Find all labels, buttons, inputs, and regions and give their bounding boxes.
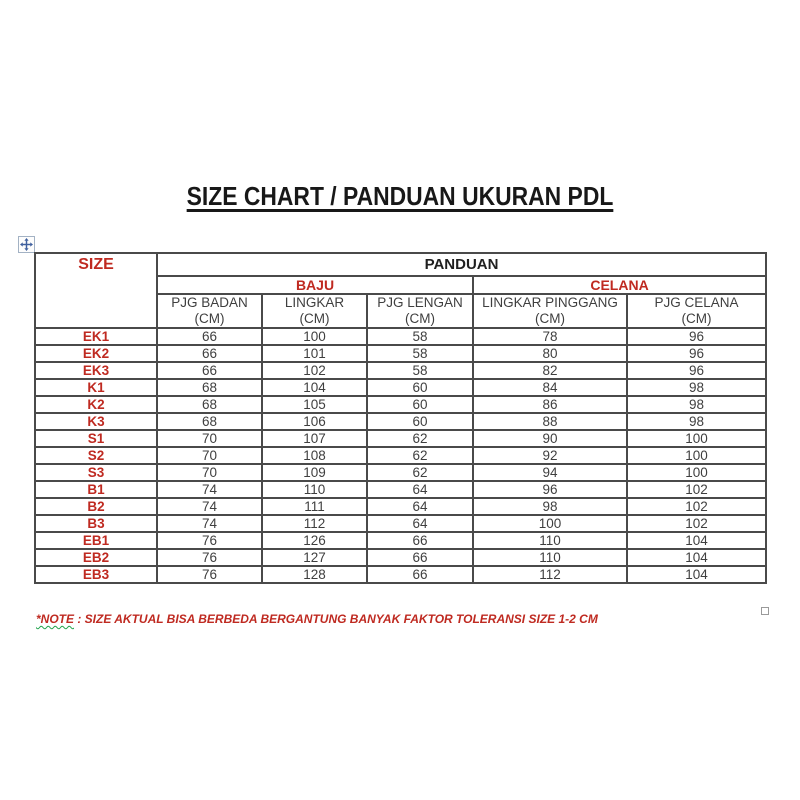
table-row [35, 447, 766, 464]
measurement-value: 100 [627, 447, 766, 464]
header-row-panduan [35, 253, 766, 276]
note-prefix: *NOTE [36, 612, 75, 626]
table-row [35, 549, 766, 566]
column-label: LINGKAR PINGGANG [482, 295, 618, 310]
measurement-value: 74 [157, 515, 262, 532]
measurement-value: 110 [473, 532, 627, 549]
measurement-value: 104 [627, 566, 766, 583]
measurement-value: 100 [473, 515, 627, 532]
measurement-value: 127 [262, 549, 367, 566]
column-unit: (CM) [535, 311, 565, 326]
measurement-value: 100 [627, 430, 766, 447]
table-row [35, 464, 766, 481]
note-body: : SIZE AKTUAL BISA BERBEDA BERGANTUNG BANYAK FAKTOR TOLERANSI SIZE 1-2 CM [74, 612, 598, 626]
measurement-value: 104 [262, 379, 367, 396]
measurement-value: 74 [157, 498, 262, 515]
column-unit: (CM) [194, 311, 225, 326]
measurement-value: 66 [367, 566, 473, 583]
measurement-value: 70 [157, 447, 262, 464]
measurement-value: 70 [157, 430, 262, 447]
table-row [35, 379, 766, 396]
measurement-value: 98 [627, 379, 766, 396]
measurement-value: 66 [367, 532, 473, 549]
measurement-value: 105 [262, 396, 367, 413]
column-header-lingkar-pinggang [473, 294, 627, 328]
measurement-value: 110 [473, 549, 627, 566]
group-header-baju: BAJU [157, 276, 473, 294]
page-title: SIZE CHART / PANDUAN UKURAN PDL [186, 181, 614, 211]
measurement-value: 60 [367, 396, 473, 413]
measurement-value: 86 [473, 396, 627, 413]
measurement-value: 109 [262, 464, 367, 481]
size-table-body [35, 328, 766, 583]
column-unit: (CM) [299, 311, 330, 326]
measurement-value: 98 [473, 498, 627, 515]
table-row [35, 362, 766, 379]
measurement-value: 74 [157, 481, 262, 498]
size-label: EK1 [35, 328, 157, 345]
column-label: LINGKAR [284, 295, 345, 310]
table-row [35, 532, 766, 549]
measurement-value: 102 [627, 481, 766, 498]
measurement-value: 64 [367, 498, 473, 515]
measurement-value: 108 [262, 447, 367, 464]
size-label: EB1 [35, 532, 157, 549]
table-row [35, 430, 766, 447]
measurement-value: 76 [157, 549, 262, 566]
measurement-value: 62 [367, 430, 473, 447]
table-row [35, 481, 766, 498]
measurement-value: 68 [157, 413, 262, 430]
size-label: B2 [35, 498, 157, 515]
table-move-handle[interactable] [18, 236, 35, 253]
measurement-value: 128 [262, 566, 367, 583]
move-arrows-icon [20, 238, 33, 251]
measurement-value: 112 [473, 566, 627, 583]
panduan-header: PANDUAN [157, 253, 766, 276]
table-row [35, 413, 766, 430]
column-header-pjg-celana [627, 294, 766, 328]
column-header-pjg-badan [157, 294, 262, 328]
measurement-value: 58 [367, 362, 473, 379]
size-label: EB3 [35, 566, 157, 583]
size-chart-table [34, 252, 767, 584]
column-header-pjg-lengan [367, 294, 473, 328]
measurement-value: 76 [157, 566, 262, 583]
measurement-value: 101 [262, 345, 367, 362]
measurement-value: 96 [627, 345, 766, 362]
size-label: EK3 [35, 362, 157, 379]
measurement-value: 60 [367, 379, 473, 396]
measurement-value: 68 [157, 396, 262, 413]
table-row [35, 498, 766, 515]
measurement-value: 100 [627, 464, 766, 481]
measurement-value: 110 [262, 481, 367, 498]
size-label: EK2 [35, 345, 157, 362]
measurement-value: 82 [473, 362, 627, 379]
measurement-value: 96 [627, 362, 766, 379]
measurement-value: 98 [627, 413, 766, 430]
measurement-value: 112 [262, 515, 367, 532]
measurement-value: 78 [473, 328, 627, 345]
column-unit: (CM) [405, 311, 435, 326]
column-label: PJG BADAN [171, 295, 248, 310]
size-column-header: SIZE [35, 253, 157, 328]
measurement-value: 102 [262, 362, 367, 379]
group-header-celana: CELANA [473, 276, 766, 294]
table-row [35, 515, 766, 532]
measurement-value: 66 [157, 362, 262, 379]
measurement-value: 98 [627, 396, 766, 413]
measurement-value: 106 [262, 413, 367, 430]
size-label: B3 [35, 515, 157, 532]
measurement-value: 102 [627, 515, 766, 532]
measurement-value: 58 [367, 328, 473, 345]
column-header-lingkar [262, 294, 367, 328]
note-text [36, 612, 598, 626]
measurement-value: 76 [157, 532, 262, 549]
measurement-value: 62 [367, 447, 473, 464]
measurement-value: 66 [157, 328, 262, 345]
table-row [35, 566, 766, 583]
size-label: EB2 [35, 549, 157, 566]
measurement-value: 60 [367, 413, 473, 430]
measurement-value: 66 [157, 345, 262, 362]
measurement-value: 94 [473, 464, 627, 481]
size-label: S2 [35, 447, 157, 464]
measurement-value: 104 [627, 549, 766, 566]
measurement-value: 92 [473, 447, 627, 464]
measurement-value: 90 [473, 430, 627, 447]
column-label: PJG CELANA [654, 295, 739, 310]
size-label: K3 [35, 413, 157, 430]
measurement-value: 107 [262, 430, 367, 447]
size-label: K1 [35, 379, 157, 396]
measurement-value: 96 [473, 481, 627, 498]
measurement-value: 102 [627, 498, 766, 515]
measurement-value: 64 [367, 481, 473, 498]
table-row [35, 328, 766, 345]
measurement-value: 111 [262, 498, 367, 515]
measurement-value: 58 [367, 345, 473, 362]
measurement-value: 70 [157, 464, 262, 481]
measurement-value: 126 [262, 532, 367, 549]
measurement-value: 62 [367, 464, 473, 481]
measurement-value: 64 [367, 515, 473, 532]
measurement-value: 68 [157, 379, 262, 396]
table-resize-handle[interactable] [761, 607, 769, 615]
table-row [35, 345, 766, 362]
measurement-value: 80 [473, 345, 627, 362]
column-label: PJG LENGAN [377, 295, 463, 310]
measurement-value: 96 [627, 328, 766, 345]
measurement-value: 104 [627, 532, 766, 549]
size-label: K2 [35, 396, 157, 413]
column-unit: (CM) [681, 311, 712, 326]
measurement-value: 100 [262, 328, 367, 345]
size-label: S1 [35, 430, 157, 447]
size-label: S3 [35, 464, 157, 481]
table-row [35, 396, 766, 413]
measurement-value: 66 [367, 549, 473, 566]
size-label: B1 [35, 481, 157, 498]
measurement-value: 88 [473, 413, 627, 430]
measurement-value: 84 [473, 379, 627, 396]
